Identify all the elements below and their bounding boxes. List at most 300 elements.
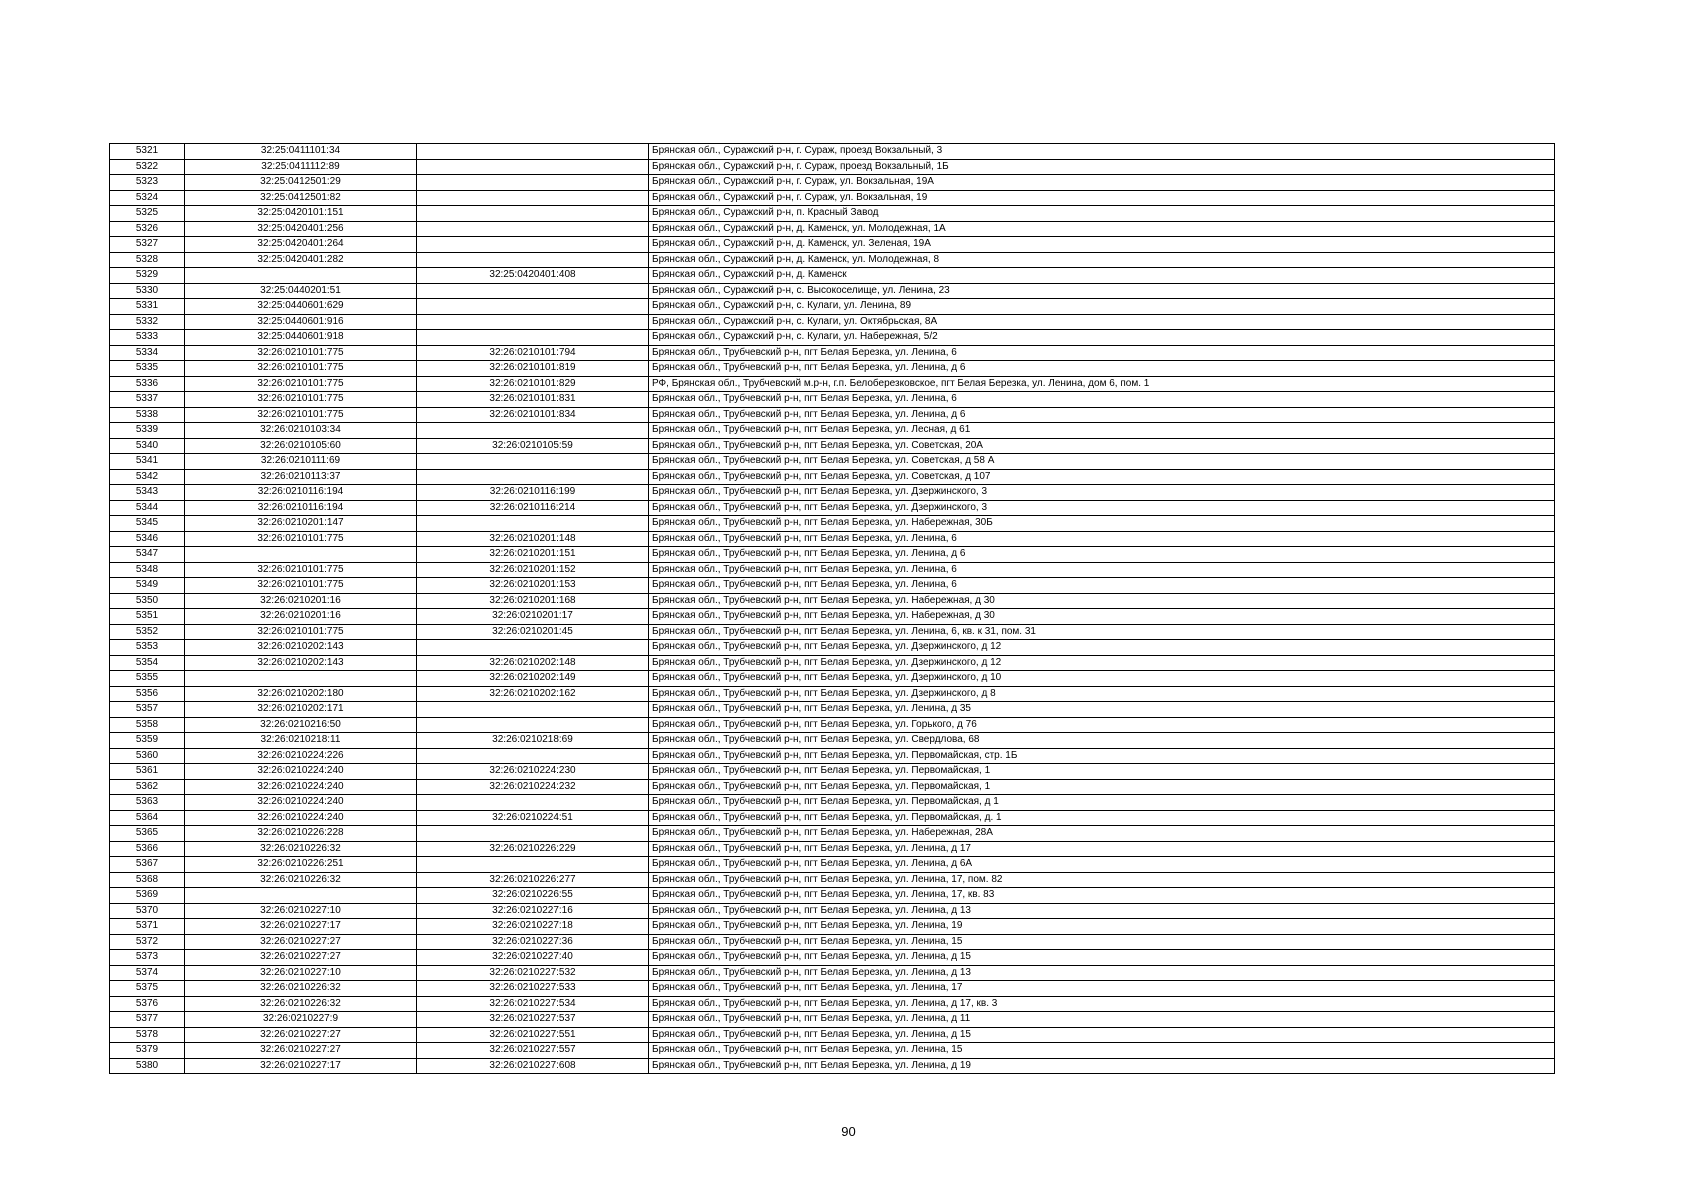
cadastral-number-cell: 32:26:0210101:775 (185, 562, 417, 578)
table-row (110, 609, 1555, 625)
cadastral-number-cell: 32:26:0210101:775 (185, 392, 417, 408)
related-cadastral-number-cell: 32:26:0210101:834 (417, 407, 649, 423)
address-cell: Брянская обл., Трубчевский р-н, пгт Белая Березка, ул. Ленина, 6 (649, 531, 1555, 547)
address-cell: Брянская обл., Трубчевский р-н, пгт Белая Березка, ул. Ленина, д 19 (649, 1058, 1555, 1074)
row-number-cell: 5373 (110, 950, 185, 966)
row-number-cell: 5323 (110, 175, 185, 191)
related-cadastral-number-cell: 32:26:0210227:16 (417, 903, 649, 919)
address-cell: Брянская обл., Трубчевский р-н, пгт Белая Березка, ул. Дзержинского, д 12 (649, 640, 1555, 656)
related-cadastral-number-cell (417, 516, 649, 532)
related-cadastral-number-cell (417, 423, 649, 439)
address-cell: Брянская обл., Трубчевский р-н, пгт Белая Березка, ул. Ленина, д 6А (649, 857, 1555, 873)
table-row (110, 624, 1555, 640)
cadastral-number-cell: 32:25:0420401:256 (185, 221, 417, 237)
page-number: 90 (841, 1124, 856, 1139)
row-number-cell: 5372 (110, 934, 185, 950)
cadastral-number-cell: 32:26:0210227:10 (185, 903, 417, 919)
cadastral-number-cell: 32:25:0420101:151 (185, 206, 417, 222)
table-row (110, 237, 1555, 253)
table-row (110, 345, 1555, 361)
related-cadastral-number-cell: 32:26:0210201:152 (417, 562, 649, 578)
cadastral-number-cell: 32:26:0210101:775 (185, 578, 417, 594)
row-number-cell: 5353 (110, 640, 185, 656)
row-number-cell: 5369 (110, 888, 185, 904)
cadastral-number-cell: 32:26:0210227:17 (185, 1058, 417, 1074)
table-row (110, 252, 1555, 268)
table-row (110, 981, 1555, 997)
row-number-cell: 5354 (110, 655, 185, 671)
row-number-cell: 5361 (110, 764, 185, 780)
table-row (110, 454, 1555, 470)
table-row (110, 686, 1555, 702)
row-number-cell: 5366 (110, 841, 185, 857)
address-cell: Брянская обл., Трубчевский р-н, пгт Белая Березка, ул. Ленина, 6 (649, 392, 1555, 408)
address-cell: Брянская обл., Трубчевский р-н, пгт Белая Березка, ул. Ленина, д 17, кв. 3 (649, 996, 1555, 1012)
cadastral-number-cell: 32:26:0210224:240 (185, 810, 417, 826)
table-body (110, 144, 1555, 1074)
related-cadastral-number-cell: 32:26:0210226:55 (417, 888, 649, 904)
table-row (110, 423, 1555, 439)
address-cell: Брянская обл., Трубчевский р-н, пгт Белая Березка, ул. Дзержинского, д 12 (649, 655, 1555, 671)
address-cell: Брянская обл., Суражский р-н, г. Сураж, ул. Вокзальная, 19 (649, 190, 1555, 206)
address-cell: Брянская обл., Суражский р-н, г. Сураж, ул. Вокзальная, 19А (649, 175, 1555, 191)
table-row (110, 826, 1555, 842)
address-cell: Брянская обл., Трубчевский р-н, пгт Белая Березка, ул. Дзержинского, 3 (649, 485, 1555, 501)
row-number-cell: 5328 (110, 252, 185, 268)
cadastral-number-cell: 32:25:0440601:918 (185, 330, 417, 346)
row-number-cell: 5337 (110, 392, 185, 408)
row-number-cell: 5322 (110, 159, 185, 175)
related-cadastral-number-cell (417, 640, 649, 656)
cadastral-number-cell: 32:26:0210216:50 (185, 717, 417, 733)
cadastral-number-cell: 32:26:0210226:32 (185, 981, 417, 997)
table-row (110, 748, 1555, 764)
row-number-cell: 5326 (110, 221, 185, 237)
row-number-cell: 5363 (110, 795, 185, 811)
row-number-cell: 5327 (110, 237, 185, 253)
table-row (110, 1043, 1555, 1059)
related-cadastral-number-cell: 32:26:0210227:557 (417, 1043, 649, 1059)
table-row (110, 283, 1555, 299)
related-cadastral-number-cell: 32:26:0210202:149 (417, 671, 649, 687)
row-number-cell: 5336 (110, 376, 185, 392)
address-cell: Брянская обл., Трубчевский р-н, пгт Белая Березка, ул. Ленина, 15 (649, 1043, 1555, 1059)
table-row (110, 407, 1555, 423)
table-row (110, 516, 1555, 532)
address-cell: Брянская обл., Трубчевский р-н, пгт Белая Березка, ул. Ленина, д 11 (649, 1012, 1555, 1028)
table-row (110, 299, 1555, 315)
address-cell: Брянская обл., Суражский р-н, д. Каменск, ул. Зеленая, 19А (649, 237, 1555, 253)
table-row (110, 531, 1555, 547)
row-number-cell: 5332 (110, 314, 185, 330)
cadastral-number-cell: 32:26:0210101:775 (185, 345, 417, 361)
cadastral-number-cell: 32:26:0210227:9 (185, 1012, 417, 1028)
cadastral-number-cell: 32:26:0210224:240 (185, 764, 417, 780)
row-number-cell: 5339 (110, 423, 185, 439)
table-row (110, 361, 1555, 377)
table-row (110, 578, 1555, 594)
related-cadastral-number-cell: 32:26:0210227:533 (417, 981, 649, 997)
row-number-cell: 5351 (110, 609, 185, 625)
table-row (110, 795, 1555, 811)
related-cadastral-number-cell (417, 283, 649, 299)
cadastral-number-cell: 32:25:0420401:264 (185, 237, 417, 253)
related-cadastral-number-cell (417, 330, 649, 346)
related-cadastral-number-cell: 32:26:0210227:534 (417, 996, 649, 1012)
table-row (110, 764, 1555, 780)
row-number-cell: 5374 (110, 965, 185, 981)
related-cadastral-number-cell: 32:26:0210218:69 (417, 733, 649, 749)
table-row (110, 438, 1555, 454)
related-cadastral-number-cell: 32:26:0210227:18 (417, 919, 649, 935)
cadastral-number-cell (185, 888, 417, 904)
address-cell: Брянская обл., Суражский р-н, д. Каменск, ул. Молодежная, 1А (649, 221, 1555, 237)
address-cell: Брянская обл., Трубчевский р-н, пгт Белая Березка, ул. Горького, д 76 (649, 717, 1555, 733)
cadastral-number-cell: 32:26:0210224:240 (185, 795, 417, 811)
cadastral-number-cell: 32:26:0210111:69 (185, 454, 417, 470)
address-cell: Брянская обл., Трубчевский р-н, пгт Белая Березка, ул. Дзержинского, 3 (649, 500, 1555, 516)
cadastral-number-cell: 32:26:0210227:27 (185, 934, 417, 950)
row-number-cell: 5335 (110, 361, 185, 377)
table-row (110, 562, 1555, 578)
related-cadastral-number-cell: 32:26:0210227:608 (417, 1058, 649, 1074)
related-cadastral-number-cell: 32:26:0210105:59 (417, 438, 649, 454)
cadastral-number-cell: 32:26:0210201:16 (185, 593, 417, 609)
row-number-cell: 5349 (110, 578, 185, 594)
cadastral-number-cell: 32:25:0440601:629 (185, 299, 417, 315)
cadastral-number-cell: 32:26:0210116:194 (185, 485, 417, 501)
row-number-cell: 5370 (110, 903, 185, 919)
cadastral-number-cell: 32:26:0210227:17 (185, 919, 417, 935)
address-cell: Брянская обл., Суражский р-н, с. Высокоселище, ул. Ленина, 23 (649, 283, 1555, 299)
cadastral-number-cell: 32:26:0210224:240 (185, 779, 417, 795)
related-cadastral-number-cell: 32:26:0210116:199 (417, 485, 649, 501)
related-cadastral-number-cell (417, 826, 649, 842)
table-row (110, 144, 1555, 160)
related-cadastral-number-cell: 32:26:0210224:232 (417, 779, 649, 795)
address-cell: Брянская обл., Трубчевский р-н, пгт Белая Березка, ул. Первомайская, д. 1 (649, 810, 1555, 826)
address-cell: Брянская обл., Трубчевский р-н, пгт Белая Березка, ул. Дзержинского, д 8 (649, 686, 1555, 702)
row-number-cell: 5378 (110, 1027, 185, 1043)
table-row (110, 841, 1555, 857)
address-cell: Брянская обл., Суражский р-н, д. Каменск (649, 268, 1555, 284)
table-row (110, 1027, 1555, 1043)
table-row (110, 500, 1555, 516)
row-number-cell: 5359 (110, 733, 185, 749)
row-number-cell: 5345 (110, 516, 185, 532)
cadastral-number-cell: 32:26:0210116:194 (185, 500, 417, 516)
cadastral-number-cell: 32:26:0210202:180 (185, 686, 417, 702)
related-cadastral-number-cell (417, 469, 649, 485)
table-row (110, 872, 1555, 888)
cadastral-number-cell: 32:26:0210201:16 (185, 609, 417, 625)
related-cadastral-number-cell: 32:26:0210201:151 (417, 547, 649, 563)
table-row (110, 159, 1555, 175)
row-number-cell: 5341 (110, 454, 185, 470)
address-cell: Брянская обл., Суражский р-н, п. Красный Завод (649, 206, 1555, 222)
cadastral-number-cell: 32:25:0440601:916 (185, 314, 417, 330)
table-row (110, 888, 1555, 904)
related-cadastral-number-cell: 32:26:0210101:831 (417, 392, 649, 408)
address-cell: Брянская обл., Трубчевский р-н, пгт Белая Березка, ул. Ленина, д 15 (649, 950, 1555, 966)
address-cell: Брянская обл., Трубчевский р-н, пгт Белая Березка, ул. Ленина, 6 (649, 578, 1555, 594)
cadastral-number-cell: 32:25:0411101:34 (185, 144, 417, 160)
row-number-cell: 5346 (110, 531, 185, 547)
row-number-cell: 5340 (110, 438, 185, 454)
row-number-cell: 5324 (110, 190, 185, 206)
related-cadastral-number-cell (417, 454, 649, 470)
related-cadastral-number-cell: 32:26:0210224:51 (417, 810, 649, 826)
address-cell: Брянская обл., Трубчевский р-н, пгт Белая Березка, ул. Набережная, 30Б (649, 516, 1555, 532)
table-row (110, 717, 1555, 733)
address-cell: Брянская обл., Суражский р-н, с. Кулаги, ул. Набережная, 5/2 (649, 330, 1555, 346)
cadastral-number-cell (185, 268, 417, 284)
table-row (110, 733, 1555, 749)
row-number-cell: 5375 (110, 981, 185, 997)
table-row (110, 314, 1555, 330)
cadastral-number-cell: 32:26:0210218:11 (185, 733, 417, 749)
cadastral-number-cell: 32:26:0210202:143 (185, 655, 417, 671)
address-cell: Брянская обл., Трубчевский р-н, пгт Белая Березка, ул. Первомайская, 1 (649, 764, 1555, 780)
row-number-cell: 5342 (110, 469, 185, 485)
address-cell: Брянская обл., Трубчевский р-н, пгт Белая Березка, ул. Лесная, д 61 (649, 423, 1555, 439)
row-number-cell: 5343 (110, 485, 185, 501)
row-number-cell: 5352 (110, 624, 185, 640)
related-cadastral-number-cell: 32:26:0210226:229 (417, 841, 649, 857)
registry-table (109, 143, 1555, 1074)
table-row (110, 857, 1555, 873)
row-number-cell: 5333 (110, 330, 185, 346)
cadastral-number-cell: 32:26:0210202:171 (185, 702, 417, 718)
cadastral-number-cell: 32:26:0210105:60 (185, 438, 417, 454)
row-number-cell: 5331 (110, 299, 185, 315)
table-row (110, 640, 1555, 656)
cadastral-number-cell: 32:26:0210227:10 (185, 965, 417, 981)
address-cell: Брянская обл., Трубчевский р-н, пгт Белая Березка, ул. Советская, д 107 (649, 469, 1555, 485)
address-cell: Брянская обл., Трубчевский р-н, пгт Белая Березка, ул. Ленина, д 6 (649, 361, 1555, 377)
address-cell: Брянская обл., Суражский р-н, г. Сураж, проезд Вокзальный, 1Б (649, 159, 1555, 175)
address-cell: Брянская обл., Трубчевский р-н, пгт Белая Березка, ул. Дзержинского, д 10 (649, 671, 1555, 687)
address-cell: Брянская обл., Трубчевский р-н, пгт Белая Березка, ул. Ленина, 19 (649, 919, 1555, 935)
related-cadastral-number-cell: 32:26:0210227:36 (417, 934, 649, 950)
address-cell: Брянская обл., Трубчевский р-н, пгт Белая Березка, ул. Первомайская, стр. 1Б (649, 748, 1555, 764)
row-number-cell: 5325 (110, 206, 185, 222)
related-cadastral-number-cell (417, 857, 649, 873)
related-cadastral-number-cell (417, 795, 649, 811)
address-cell: Брянская обл., Трубчевский р-н, пгт Белая Березка, ул. Ленина, 17 (649, 981, 1555, 997)
related-cadastral-number-cell: 32:25:0420401:408 (417, 268, 649, 284)
cadastral-number-cell: 32:26:0210103:34 (185, 423, 417, 439)
address-cell: Брянская обл., Трубчевский р-н, пгт Белая Березка, ул. Ленина, д 15 (649, 1027, 1555, 1043)
address-cell: Брянская обл., Суражский р-н, с. Кулаги, ул. Октябрьская, 8А (649, 314, 1555, 330)
related-cadastral-number-cell: 32:26:0210116:214 (417, 500, 649, 516)
table-row (110, 593, 1555, 609)
cadastral-number-cell: 32:26:0210226:32 (185, 872, 417, 888)
related-cadastral-number-cell: 32:26:0210101:794 (417, 345, 649, 361)
related-cadastral-number-cell (417, 314, 649, 330)
related-cadastral-number-cell: 32:26:0210101:829 (417, 376, 649, 392)
cadastral-number-cell: 32:26:0210101:775 (185, 361, 417, 377)
related-cadastral-number-cell: 32:26:0210101:819 (417, 361, 649, 377)
cadastral-number-cell: 32:26:0210113:37 (185, 469, 417, 485)
row-number-cell: 5376 (110, 996, 185, 1012)
address-cell: Брянская обл., Трубчевский р-н, пгт Белая Березка, ул. Ленина, 6 (649, 562, 1555, 578)
table-row (110, 469, 1555, 485)
cadastral-number-cell: 32:26:0210226:32 (185, 996, 417, 1012)
table-row (110, 950, 1555, 966)
related-cadastral-number-cell: 32:26:0210227:40 (417, 950, 649, 966)
table-row (110, 1012, 1555, 1028)
table-row (110, 175, 1555, 191)
table-row (110, 903, 1555, 919)
related-cadastral-number-cell (417, 237, 649, 253)
table-row (110, 206, 1555, 222)
address-cell: Брянская обл., Трубчевский р-н, пгт Белая Березка, ул. Ленина, д 17 (649, 841, 1555, 857)
address-cell: Брянская обл., Трубчевский р-н, пгт Белая Березка, ул. Ленина, 6 (649, 345, 1555, 361)
row-number-cell: 5360 (110, 748, 185, 764)
related-cadastral-number-cell (417, 144, 649, 160)
address-cell: Брянская обл., Трубчевский р-н, пгт Белая Березка, ул. Набережная, д 30 (649, 593, 1555, 609)
cadastral-number-cell: 32:25:0420401:282 (185, 252, 417, 268)
address-cell: Брянская обл., Трубчевский р-н, пгт Белая Березка, ул. Ленина, д 35 (649, 702, 1555, 718)
address-cell: Брянская обл., Трубчевский р-н, пгт Белая Березка, ул. Ленина, 17, кв. 83 (649, 888, 1555, 904)
table-row (110, 221, 1555, 237)
row-number-cell: 5371 (110, 919, 185, 935)
table-row (110, 1058, 1555, 1074)
related-cadastral-number-cell (417, 299, 649, 315)
cadastral-number-cell (185, 671, 417, 687)
related-cadastral-number-cell (417, 717, 649, 733)
row-number-cell: 5362 (110, 779, 185, 795)
cadastral-number-cell: 32:26:0210101:775 (185, 407, 417, 423)
related-cadastral-number-cell (417, 206, 649, 222)
table-row (110, 376, 1555, 392)
row-number-cell: 5344 (110, 500, 185, 516)
related-cadastral-number-cell: 32:26:0210227:537 (417, 1012, 649, 1028)
related-cadastral-number-cell: 32:26:0210227:532 (417, 965, 649, 981)
table-row (110, 702, 1555, 718)
address-cell: Брянская обл., Трубчевский р-н, пгт Белая Березка, ул. Первомайская, 1 (649, 779, 1555, 795)
row-number-cell: 5350 (110, 593, 185, 609)
related-cadastral-number-cell: 32:26:0210201:168 (417, 593, 649, 609)
row-number-cell: 5367 (110, 857, 185, 873)
cadastral-number-cell: 32:25:0411112:89 (185, 159, 417, 175)
address-cell: Брянская обл., Суражский р-н, с. Кулаги, ул. Ленина, 89 (649, 299, 1555, 315)
table-row (110, 190, 1555, 206)
related-cadastral-number-cell (417, 175, 649, 191)
address-cell: Брянская обл., Трубчевский р-н, пгт Белая Березка, ул. Ленина, 15 (649, 934, 1555, 950)
row-number-cell: 5348 (110, 562, 185, 578)
address-cell: Брянская обл., Трубчевский р-н, пгт Белая Березка, ул. Набережная, 28А (649, 826, 1555, 842)
address-cell: Брянская обл., Трубчевский р-н, пгт Белая Березка, ул. Ленина, д 13 (649, 903, 1555, 919)
related-cadastral-number-cell (417, 190, 649, 206)
row-number-cell: 5365 (110, 826, 185, 842)
table-row (110, 655, 1555, 671)
row-number-cell: 5364 (110, 810, 185, 826)
row-number-cell: 5358 (110, 717, 185, 733)
address-cell: Брянская обл., Трубчевский р-н, пгт Белая Березка, ул. Советская, д 58 А (649, 454, 1555, 470)
address-cell: Брянская обл., Трубчевский р-н, пгт Белая Березка, ул. Ленина, д 13 (649, 965, 1555, 981)
cadastral-number-cell: 32:26:0210227:27 (185, 1043, 417, 1059)
cadastral-number-cell: 32:26:0210227:27 (185, 950, 417, 966)
related-cadastral-number-cell: 32:26:0210227:551 (417, 1027, 649, 1043)
row-number-cell: 5329 (110, 268, 185, 284)
address-cell: РФ, Брянская обл., Трубчевский м.р-н, г.п. Белоберезковское, пгт Белая Березка, ул. Ленина, дом 6, пом. 1 (649, 376, 1555, 392)
cadastral-number-cell: 32:26:0210202:143 (185, 640, 417, 656)
cadastral-number-cell: 32:26:0210224:226 (185, 748, 417, 764)
related-cadastral-number-cell: 32:26:0210201:148 (417, 531, 649, 547)
table-row (110, 919, 1555, 935)
table-row (110, 996, 1555, 1012)
related-cadastral-number-cell: 32:26:0210202:148 (417, 655, 649, 671)
address-cell: Брянская обл., Трубчевский р-н, пгт Белая Березка, ул. Ленина, д 6 (649, 547, 1555, 563)
cadastral-number-cell: 32:26:0210101:775 (185, 376, 417, 392)
cadastral-number-cell: 32:25:0412501:29 (185, 175, 417, 191)
address-cell: Брянская обл., Трубчевский р-н, пгт Белая Березка, ул. Ленина, 17, пом. 82 (649, 872, 1555, 888)
table-row (110, 485, 1555, 501)
related-cadastral-number-cell: 32:26:0210224:230 (417, 764, 649, 780)
address-cell: Брянская обл., Трубчевский р-н, пгт Белая Березка, ул. Свердлова, 68 (649, 733, 1555, 749)
row-number-cell: 5355 (110, 671, 185, 687)
cadastral-number-cell: 32:26:0210226:251 (185, 857, 417, 873)
cadastral-number-cell: 32:26:0210101:775 (185, 624, 417, 640)
table-row (110, 965, 1555, 981)
related-cadastral-number-cell (417, 221, 649, 237)
related-cadastral-number-cell (417, 748, 649, 764)
related-cadastral-number-cell (417, 159, 649, 175)
address-cell: Брянская обл., Суражский р-н, г. Сураж, проезд Вокзальный, 3 (649, 144, 1555, 160)
row-number-cell: 5356 (110, 686, 185, 702)
related-cadastral-number-cell: 32:26:0210226:277 (417, 872, 649, 888)
related-cadastral-number-cell (417, 252, 649, 268)
row-number-cell: 5379 (110, 1043, 185, 1059)
related-cadastral-number-cell: 32:26:0210202:162 (417, 686, 649, 702)
related-cadastral-number-cell: 32:26:0210201:153 (417, 578, 649, 594)
cadastral-number-cell: 32:26:0210201:147 (185, 516, 417, 532)
cadastral-number-cell: 32:26:0210226:228 (185, 826, 417, 842)
cadastral-number-cell: 32:26:0210227:27 (185, 1027, 417, 1043)
address-cell: Брянская обл., Трубчевский р-н, пгт Белая Березка, ул. Ленина, 6, кв. к 31, пом. 31 (649, 624, 1555, 640)
row-number-cell: 5357 (110, 702, 185, 718)
row-number-cell: 5347 (110, 547, 185, 563)
address-cell: Брянская обл., Трубчевский р-н, пгт Белая Березка, ул. Советская, 20А (649, 438, 1555, 454)
cadastral-number-cell: 32:25:0440201:51 (185, 283, 417, 299)
related-cadastral-number-cell: 32:26:0210201:17 (417, 609, 649, 625)
related-cadastral-number-cell: 32:26:0210201:45 (417, 624, 649, 640)
row-number-cell: 5330 (110, 283, 185, 299)
row-number-cell: 5338 (110, 407, 185, 423)
row-number-cell: 5368 (110, 872, 185, 888)
table-row (110, 547, 1555, 563)
table-row (110, 779, 1555, 795)
related-cadastral-number-cell (417, 702, 649, 718)
cadastral-number-cell: 32:26:0210101:775 (185, 531, 417, 547)
address-cell: Брянская обл., Трубчевский р-н, пгт Белая Березка, ул. Первомайская, д 1 (649, 795, 1555, 811)
cadastral-number-cell: 32:26:0210226:32 (185, 841, 417, 857)
address-cell: Брянская обл., Трубчевский р-н, пгт Белая Березка, ул. Набережная, д 30 (649, 609, 1555, 625)
table-row (110, 810, 1555, 826)
cadastral-number-cell (185, 547, 417, 563)
table-row (110, 671, 1555, 687)
table-row (110, 934, 1555, 950)
row-number-cell: 5377 (110, 1012, 185, 1028)
address-cell: Брянская обл., Суражский р-н, д. Каменск, ул. Молодежная, 8 (649, 252, 1555, 268)
address-cell: Брянская обл., Трубчевский р-н, пгт Белая Березка, ул. Ленина, д 6 (649, 407, 1555, 423)
cadastral-number-cell: 32:25:0412501:82 (185, 190, 417, 206)
table-row (110, 268, 1555, 284)
table-row (110, 330, 1555, 346)
table-row (110, 392, 1555, 408)
